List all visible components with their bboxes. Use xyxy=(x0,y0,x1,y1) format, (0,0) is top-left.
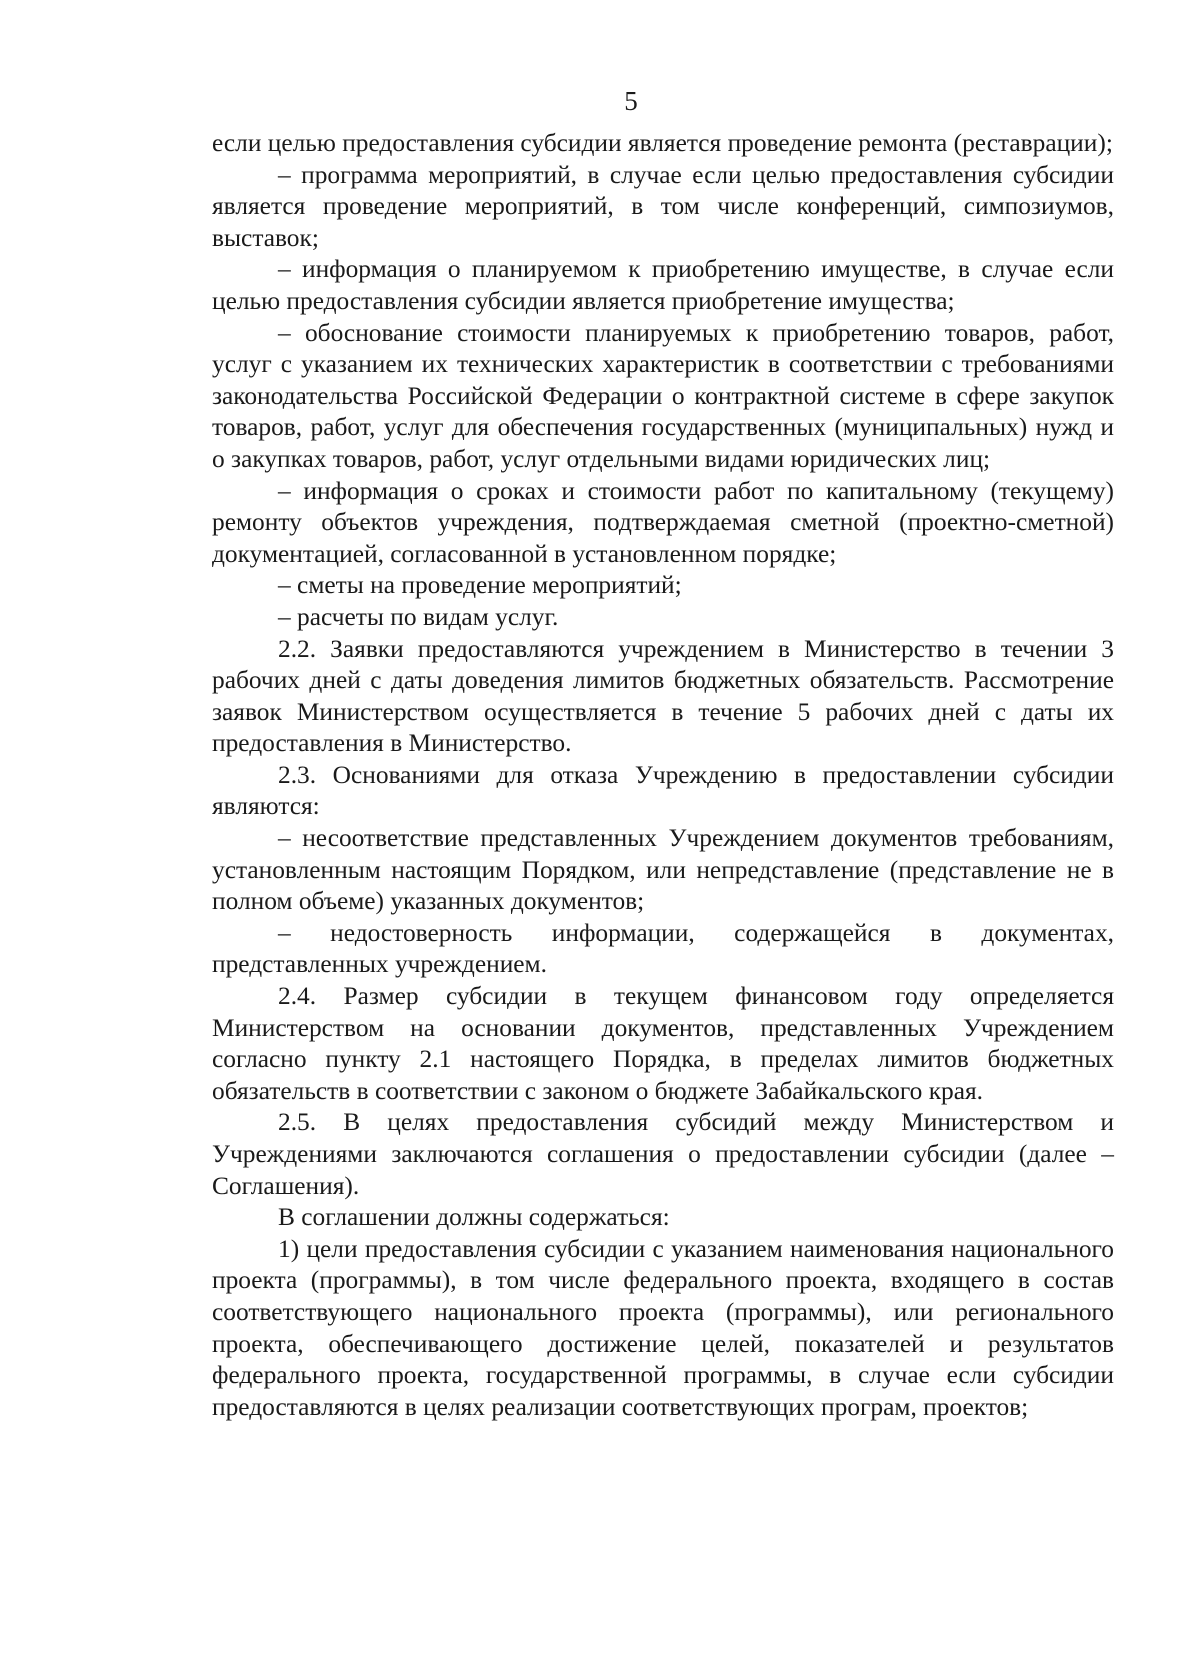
paragraph: – несоответствие представленных Учреждением документов требованиям, установленным настоящим Порядком, или непредставление (представление не в полном объеме) указанных документов; xyxy=(212,824,1114,916)
paragraph: если целью предоставления субсидии является проведение ремонта (реставрации); xyxy=(212,129,1113,157)
paragraph: – информация о сроках и стоимости работ по капитальному (текущему) ремонту объектов учреждения, подтверждаемая сметной (проектно-сметной) документацией, согласованной в установленном порядке; xyxy=(212,476,1114,568)
clause-2-5: 2.5. В целях предоставления субсидий между Министерством и Учреждениями заключаются соглашения о предоставлении субсидии (далее – Соглашения). xyxy=(212,1108,1114,1200)
clause-2-3: 2.3. Основаниями для отказа Учреждению в предоставлении субсидии являются: xyxy=(212,760,1114,821)
list-item-1: 1) цели предоставления субсидии с указанием наименования национального проекта (программы), в том числе федерального проекта, входящего в состав соответствующего национального проекта (программы), или регионального проекта, обеспечивающего достижение целей, показателей и результатов федерального проекта, государственной программы, в случае если субсидии предоставляются в целях реализации соответствующих програм, проектов; xyxy=(212,1234,1114,1421)
paragraph: – сметы на проведение мероприятий; xyxy=(278,571,682,600)
paragraph: – программа мероприятий, в случае если целью предоставления субсидии является проведение мероприятий, в том числе конференций, симпозиумов, выставок; xyxy=(212,160,1114,252)
paragraph: В соглашении должны содержаться: xyxy=(278,1203,670,1232)
page-number: 5 xyxy=(624,86,638,116)
clause-2-2: 2.2. Заявки предоставляются учреждением в Министерство в течении 3 рабочих дней с даты доведения лимитов бюджетных обязательств. Рассмотрение заявок Министерством осуществляется в течение 5 рабочих дней с даты их предоставления в Министерство. xyxy=(212,634,1114,758)
paragraph: – расчеты по видам услуг. xyxy=(278,602,559,631)
clause-2-4: 2.4. Размер субсидии в текущем финансовом году определяется Министерством на основании документов, представленных Учреждением согласно пункту 2.1 настоящего Порядка, в пределах лимитов бюджетных обязательств в соответствии с законом о бюджете Забайкальского края. xyxy=(212,982,1114,1105)
paragraph: – обоснование стоимости планируемых к приобретению товаров, работ, услуг с указанием их технических характеристик в соответствии с требованиями законодательства Российской Федерации о контрактной системе в сфере закупок товаров, работ, услуг для обеспечения государственных (муниципальных) нужд и о закупках товаров, работ, услуг отдельными видами юридических лиц; xyxy=(212,318,1114,473)
document-body xyxy=(212,128,1114,1423)
paragraph: – информация о планируемом к приобретению имуществе, в случае если целью предоставления субсидии является приобретение имущества; xyxy=(212,255,1114,315)
paragraph: – недостоверность информации, содержащейся в документах, представленных учреждением. xyxy=(212,918,1114,979)
